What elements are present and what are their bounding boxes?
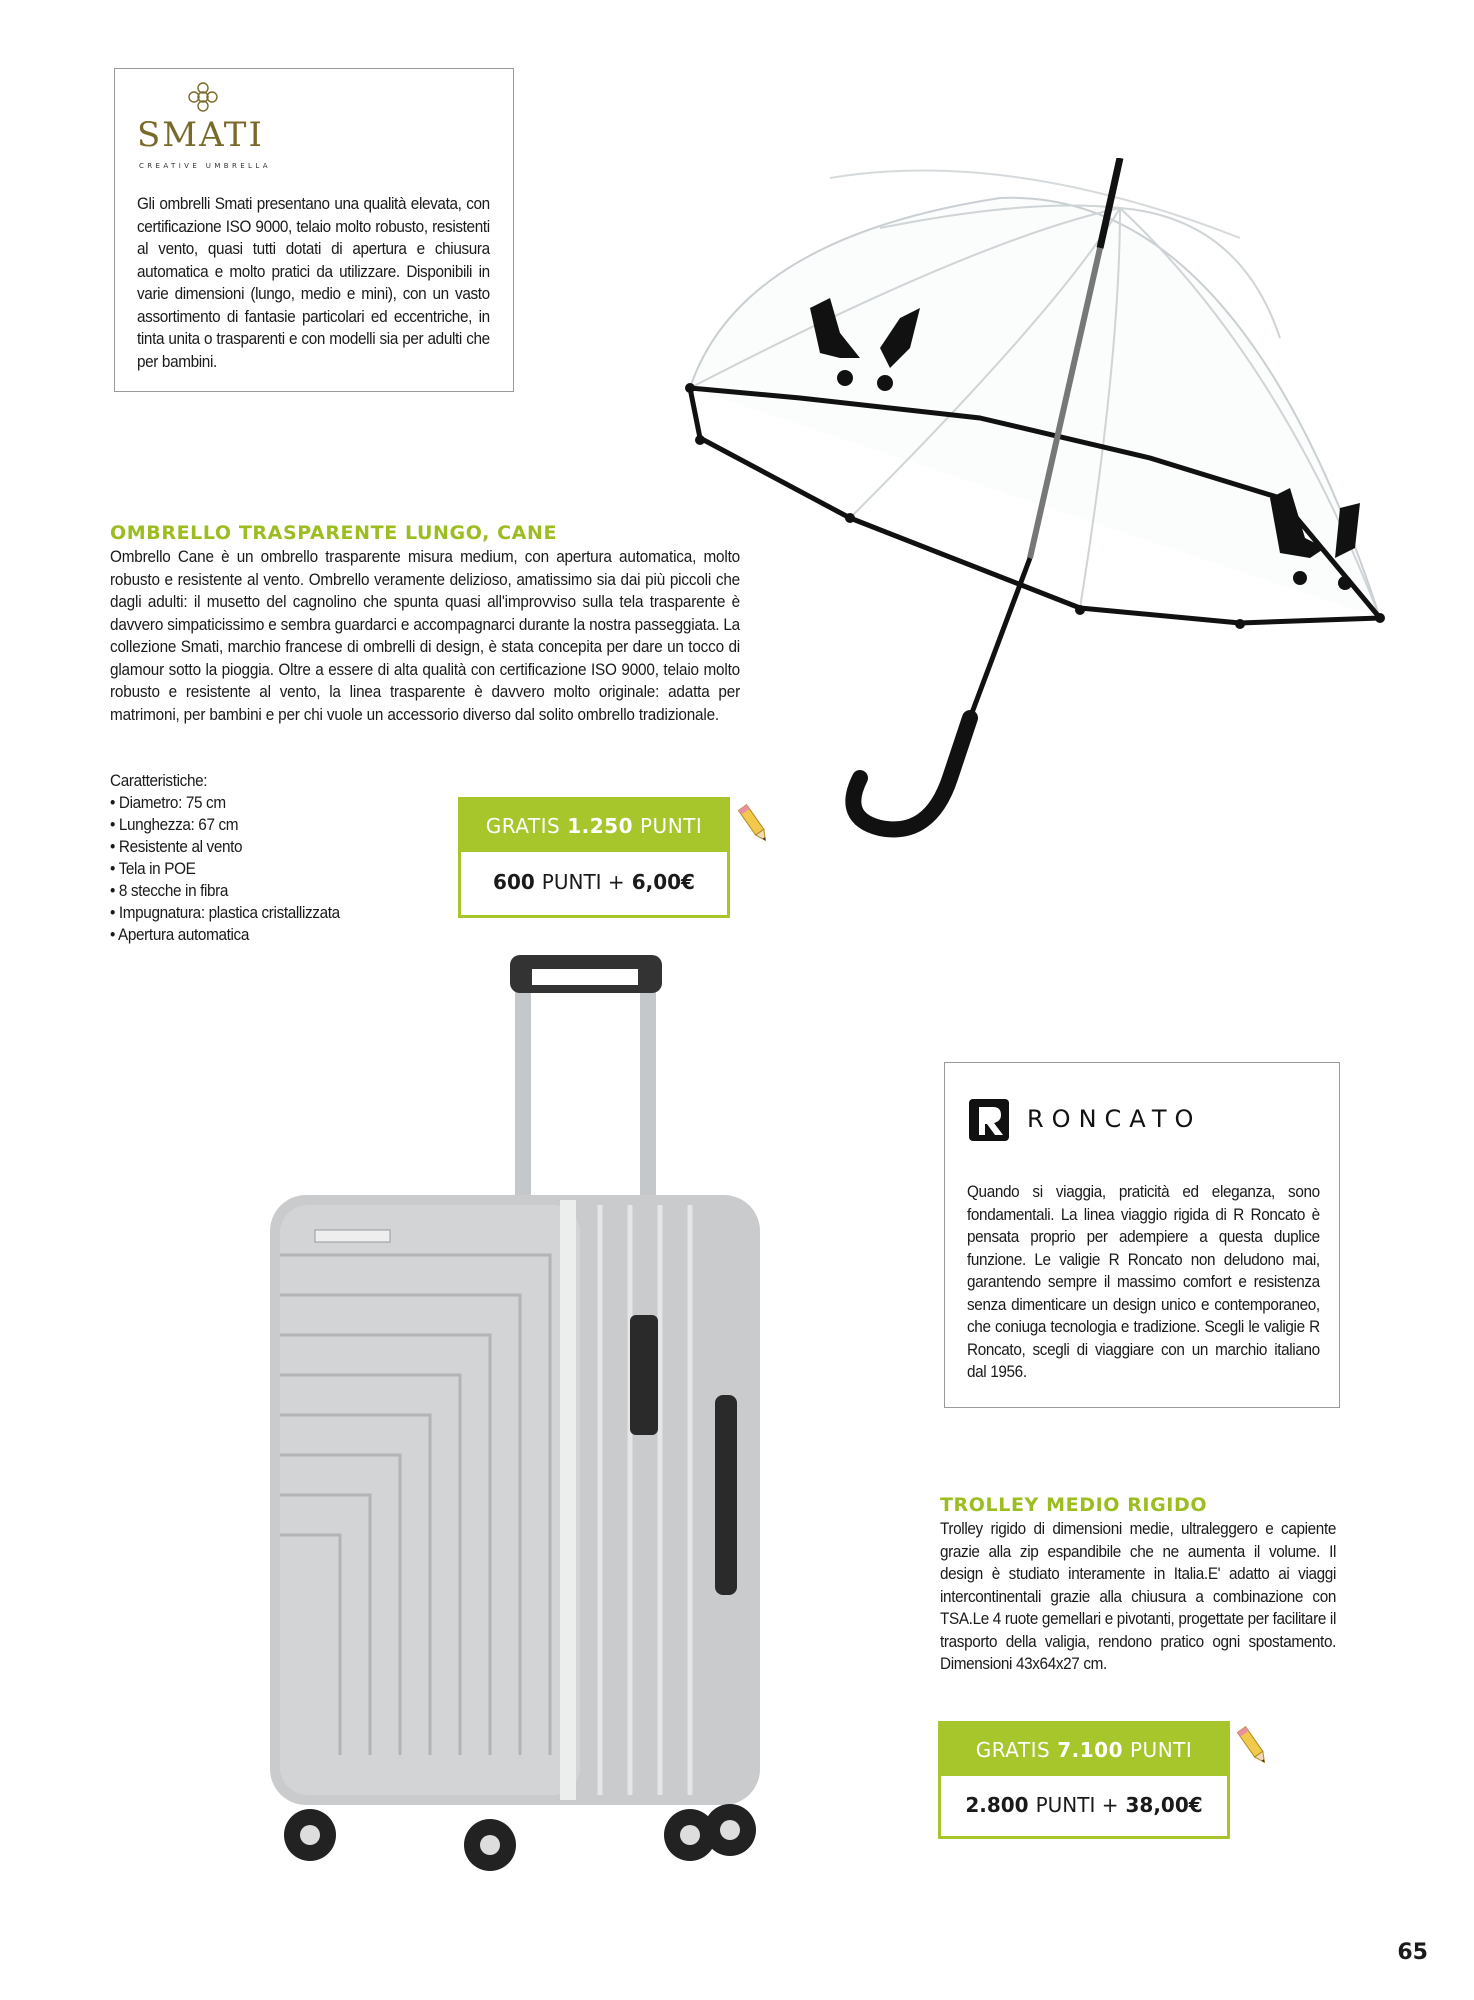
smati-brand-tagline: CREATIVE UMBRELLA xyxy=(139,162,271,170)
trolley-price-box xyxy=(938,1721,1230,1839)
umbrella-features xyxy=(110,770,340,946)
umbrella-title: OMBRELLO TRASPARENTE LUNGO, CANE xyxy=(110,522,558,544)
gratis-label: GRATIS xyxy=(485,814,561,838)
trolley-image xyxy=(270,955,770,1875)
feature-item: • Diametro: 75 cm xyxy=(110,792,340,814)
page-number: 65 xyxy=(1397,1940,1428,1965)
pencil-icon xyxy=(737,802,771,846)
mixed-points: 600 xyxy=(493,870,535,894)
roncato-logo-icon xyxy=(969,1099,1009,1141)
feature-item: • Impugnatura: plastica cristallizzata xyxy=(110,902,340,924)
roncato-description: Quando si viaggia, praticità ed eleganza, sono fondamentali. La linea viaggio rigida di R Roncato è pensata proprio per adempiere a questa duplice funzione. Le valigie R Roncato non deludono mai, garantendo sempre il massimo comfort e resistenza senza dimenticare un design unico e contemporaneo, che coniuga tecnologia e tradizione. Scegli le valigie R Roncato, scegli di viaggiare con un marchio italiano dal 1956. xyxy=(967,1182,1320,1381)
gratis-label: GRATIS xyxy=(975,1738,1051,1762)
gratis-points: 1.250 xyxy=(567,814,633,838)
smati-description: Gli ombrelli Smati presentano una qualità elevata, con certificazione ISO 9000, telaio molto robusto, resistenti al vento, quasi tutti dotati di apertura e chiusura automatica e molto pratici da utilizzare. Disponibili in varie dimensioni (lungo, medio e mini), con un vasto assortimento di fantasie particolari ed eccentriche, in tinta unita o trasparenti e con modelli sia per adulti che per bambini. xyxy=(137,194,490,371)
gratis-points: 7.100 xyxy=(1057,1738,1123,1762)
smati-brand-box xyxy=(114,68,514,392)
pencil-icon xyxy=(1236,1724,1270,1768)
trolley-title: TROLLEY MEDIO RIGIDO xyxy=(940,1494,1208,1516)
feature-item: • Apertura automatica xyxy=(110,924,340,946)
mixed-money: 38,00€ xyxy=(1125,1792,1203,1817)
trolley-price-mixed xyxy=(941,1776,1227,1833)
feature-item: • Lunghezza: 67 cm xyxy=(110,814,340,836)
points-label: PUNTI xyxy=(640,814,703,838)
mixed-points-label: PUNTI + xyxy=(541,870,625,894)
trolley-description: Trolley rigido di dimensioni medie, ultraleggero e capiente grazie alla zip espandibile che ne aumenta il volume. Il design è studiato interamente in Italia.E' adatto ai viaggi intercontinentali grazie alla chiusura a combinazione con TSA.Le 4 ruote gemellari e pivotanti, progettate per facilitare il trasporto della valigia, rendono pratico ogni spostamento. Dimensioni 43x64x27 cm. xyxy=(940,1519,1336,1673)
smati-brand-name: SMATI xyxy=(137,115,264,155)
umbrella-price-mixed xyxy=(461,852,727,912)
roncato-brand-name: RONCATO xyxy=(1027,1105,1202,1133)
umbrella-description: Ombrello Cane è un ombrello trasparente misura medium, con apertura automatica, molto robusto e resistente al vento. Ombrello veramente delizioso, amatissimo sia dai più piccoli che dagli adulti: il musetto del cagnolino che spunta quasi all'improvviso sulla tela trasparente è davvero simpaticissimo e sembra guardarci e accompagnarci durante la nostra passeggiata. La collezione Smati, marchio francese di ombrelli di design, è stata concepita per dare un tocco di glamour sotto la pioggia. Oltre a essere di alta qualità con certificazione ISO 9000, telaio molto robusto e resistente al vento, la linea trasparente è davvero molto originale: adatta per matrimoni, per bambini e per chi vuole un accessorio diverso dal solito ombrello tradizionale. xyxy=(110,547,740,724)
features-list xyxy=(110,792,340,946)
umbrella-price-gratis xyxy=(461,800,727,852)
trolley-price-gratis xyxy=(941,1724,1227,1776)
mixed-points: 2.800 xyxy=(965,1792,1029,1817)
feature-item: • Resistente al vento xyxy=(110,836,340,858)
feature-item: • Tela in POE xyxy=(110,858,340,880)
points-label: PUNTI xyxy=(1130,1738,1193,1762)
umbrella-image xyxy=(680,158,1400,878)
umbrella-price-box xyxy=(458,797,730,918)
features-label: Caratteristiche: xyxy=(110,771,208,790)
smati-logo-emblem xyxy=(185,79,221,115)
mixed-points-label: PUNTI + xyxy=(1035,1792,1119,1817)
feature-item: • 8 stecche in fibra xyxy=(110,880,340,902)
mixed-money: 6,00€ xyxy=(631,870,695,894)
roncato-brand-box xyxy=(944,1062,1340,1408)
